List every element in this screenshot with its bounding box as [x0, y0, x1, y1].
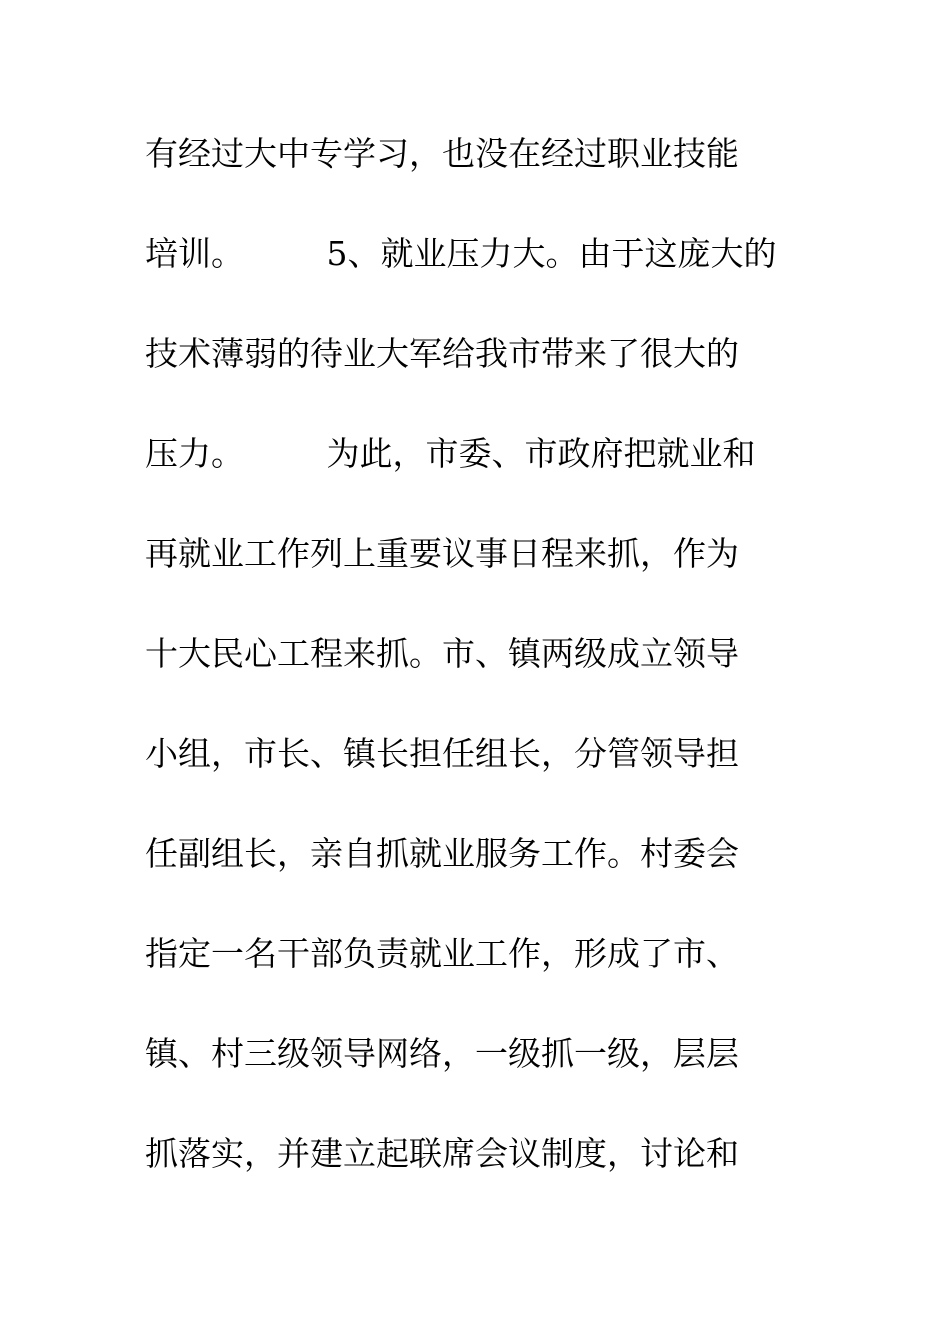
text-line-9: 指定一名干部负责就业工作，形成了市、 — [145, 934, 739, 973]
text-line-8: 任副组长，亲自抓就业服务工作。村委会 — [145, 834, 739, 873]
text-line-2: 培训。 5、就业压力大。由于这庞大的 — [145, 234, 777, 273]
text-line-11: 抓落实，并建立起联席会议制度，讨论和 — [145, 1134, 739, 1173]
text-line-4: 压力。 为此，市委、市政府把就业和 — [145, 434, 756, 473]
body-text — [145, 126, 825, 1226]
text-line-3: 技术薄弱的待业大军给我市带来了很大的 — [145, 334, 739, 373]
text-line-10: 镇、村三级领导网络，一级抓一级，层层 — [145, 1034, 739, 1073]
text-line-1: 有经过大中专学习，也没在经过职业技能 — [145, 134, 739, 173]
text-line-7: 小组，市长、镇长担任组长，分管领导担 — [145, 734, 739, 773]
text-line-5: 再就业工作列上重要议事日程来抓，作为 — [145, 534, 739, 573]
text-line-6: 十大民心工程来抓。市、镇两级成立领导 — [145, 634, 739, 673]
